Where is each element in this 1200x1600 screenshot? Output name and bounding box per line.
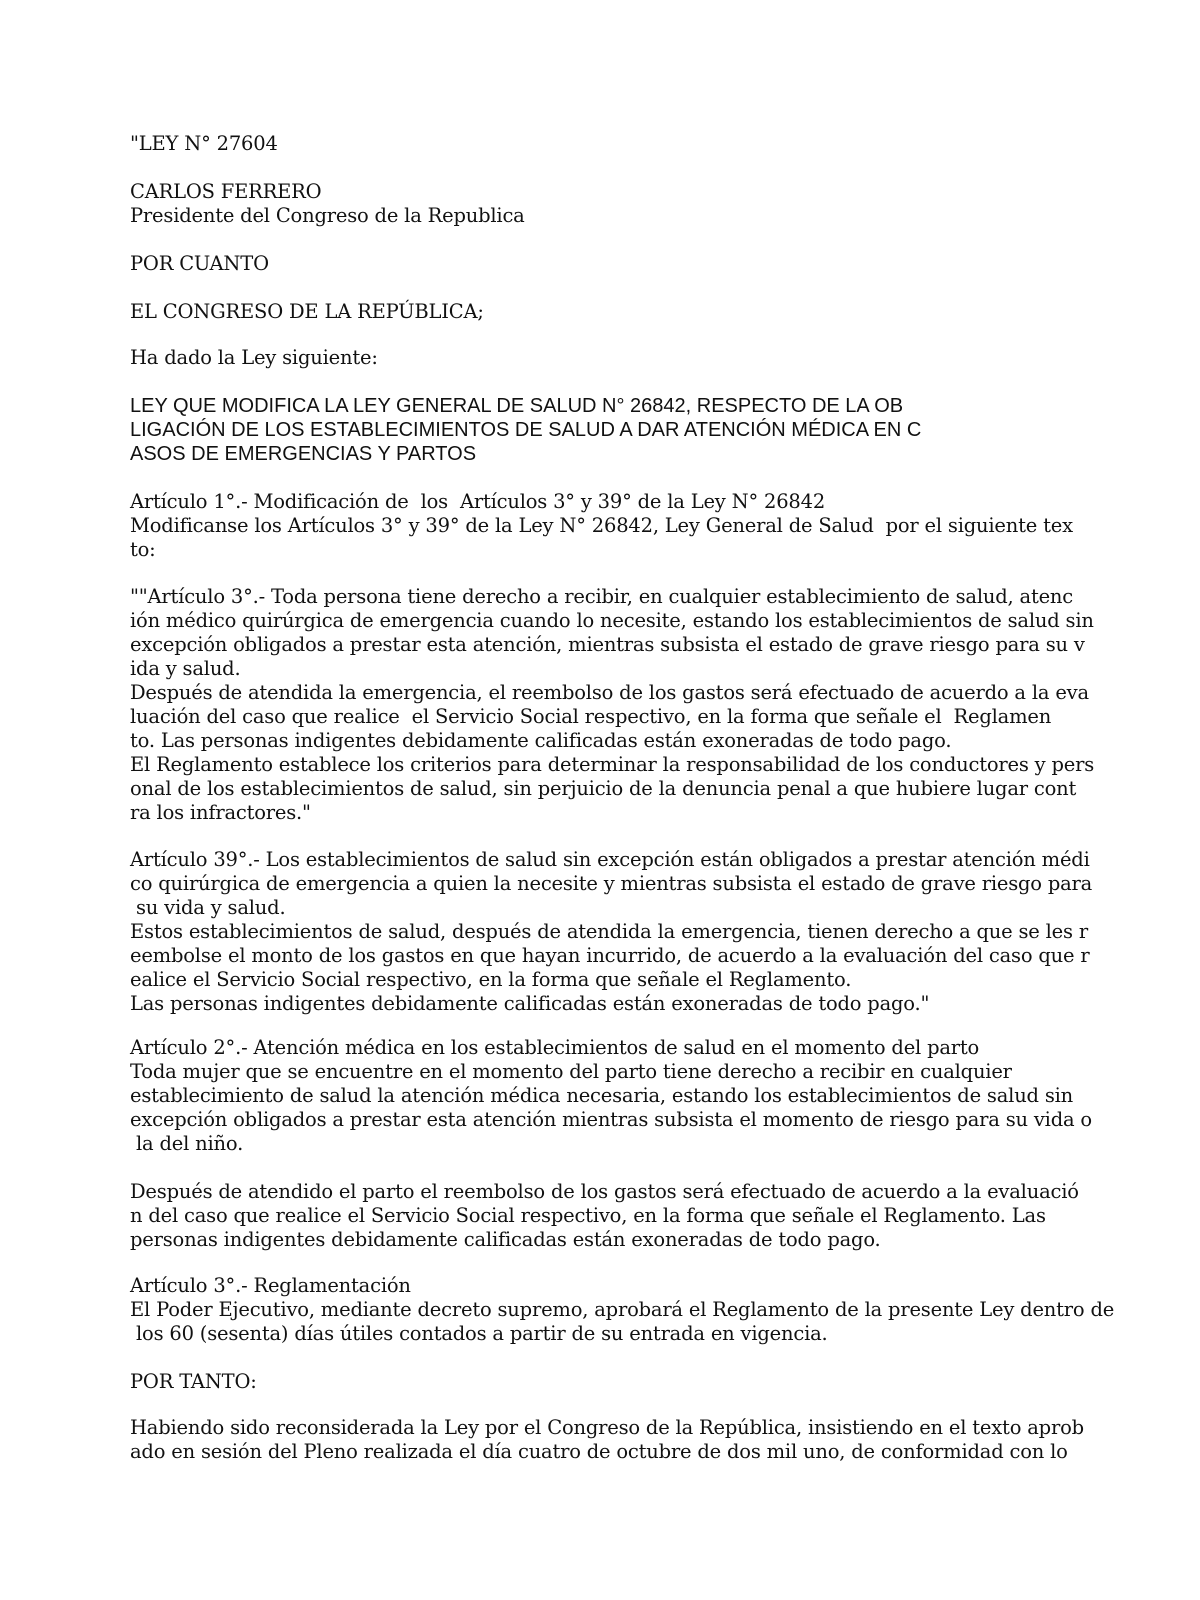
paragraph-line: ado en sesión del Pleno realizada el día cuatro de octubre de dos mil uno, de conformidad con lo [130, 1440, 1068, 1463]
paragraph-line: Toda mujer que se encuentre en el momento del parto tiene derecho a recibir en cualquier [130, 1060, 1012, 1083]
paragraph-line: personas indigentes debidamente calificadas están exoneradas de todo pago. [130, 1228, 881, 1251]
law-title-line: LEY QUE MODIFICA LA LEY GENERAL DE SALUD N° 26842, RESPECTO DE LA OB [130, 395, 904, 417]
paragraph-line: excepción obligados a prestar esta atención mientras subsista el momento de riesgo para su vida o [130, 1108, 1092, 1131]
article-heading: Artículo 3°.- Reglamentación [130, 1274, 411, 1297]
paragraph-line: Las personas indigentes debidamente calificadas están exoneradas de todo pago." [130, 992, 930, 1015]
por-cuanto-heading: POR CUANTO [130, 252, 269, 275]
law-number: "LEY N° 27604 [130, 132, 278, 155]
intro-line: Ha dado la Ley siguiente: [130, 346, 378, 369]
article-heading: Artículo 39°.- Los establecimientos de salud sin excepción están obligados a prestar atención médi [130, 848, 1090, 871]
signatory-name: CARLOS FERRERO [130, 180, 322, 203]
paragraph-line: ra los infractores." [130, 801, 311, 824]
paragraph-line: luación del caso que realice el Servicio Social respectivo, en la forma que señale el Reglamen [130, 705, 1052, 728]
paragraph-line: Después de atendido el parto el reembolso de los gastos será efectuado de acuerdo a la evaluació [130, 1180, 1079, 1203]
paragraph-line: El Reglamento establece los criterios para determinar la responsabilidad de los conductores y pers [130, 753, 1094, 776]
paragraph-line: Habiendo sido reconsiderada la Ley por el Congreso de la República, insistiendo en el texto aprob [130, 1416, 1084, 1439]
paragraph-line: eembolse el monto de los gastos en que hayan incurrido, de acuerdo a la evaluación del caso que r [130, 944, 1090, 967]
paragraph-line: ealice el Servicio Social respectivo, en la forma que señale el Reglamento. [130, 968, 852, 991]
paragraph-line: n del caso que realice el Servicio Social respectivo, en la forma que señale el Reglamento. Las [130, 1204, 1046, 1227]
article-heading: Artículo 2°.- Atención médica en los establecimientos de salud en el momento del parto [130, 1036, 980, 1059]
paragraph-line: onal de los establecimientos de salud, sin perjuicio de la denuncia penal a que hubiere lugar cont [130, 777, 1077, 800]
law-title-line: ASOS DE EMERGENCIAS Y PARTOS [130, 443, 477, 465]
paragraph-line: El Poder Ejecutivo, mediante decreto supremo, aprobará el Reglamento de la presente Ley dentro de [130, 1298, 1115, 1321]
congress-heading: EL CONGRESO DE LA REPÚBLICA; [130, 300, 484, 323]
paragraph-line: to. Las personas indigentes debidamente calificadas están exoneradas de todo pago. [130, 729, 952, 752]
law-title-line: LIGACIÓN DE LOS ESTABLECIMIENTOS DE SALUD A DAR ATENCIÓN MÉDICA EN C [130, 419, 922, 441]
paragraph-line: la del niño. [130, 1132, 244, 1155]
paragraph-line: Estos establecimientos de salud, después de atendida la emergencia, tienen derecho a que se les r [130, 920, 1088, 943]
paragraph-line: Modificanse los Artículos 3° y 39° de la Ley N° 26842, Ley General de Salud por el siguiente tex [130, 514, 1073, 537]
por-tanto-heading: POR TANTO: [130, 1370, 257, 1393]
paragraph-line: ida y salud. [130, 657, 241, 680]
paragraph-line: ""Artículo 3°.- Toda persona tiene derecho a recibir, en cualquier establecimiento de salud, atenc [130, 585, 1073, 608]
paragraph-line: ión médico quirúrgica de emergencia cuando lo necesite, estando los establecimientos de salud sin [130, 609, 1094, 632]
paragraph-line: Después de atendida la emergencia, el reembolso de los gastos será efectuado de acuerdo a la eva [130, 681, 1089, 704]
signatory-title: Presidente del Congreso de la Republica [130, 204, 525, 227]
article-heading: Artículo 1°.- Modificación de los Artículos 3° y 39° de la Ley N° 26842 [130, 490, 826, 513]
paragraph-line: establecimiento de salud la atención médica necesaria, estando los establecimientos de salud sin [130, 1084, 1074, 1107]
paragraph-line: excepción obligados a prestar esta atención, mientras subsista el estado de grave riesgo para su v [130, 633, 1085, 656]
paragraph-line: to: [130, 538, 156, 561]
paragraph-line: los 60 (sesenta) días útiles contados a partir de su entrada en vigencia. [130, 1322, 828, 1345]
paragraph-line: su vida y salud. [130, 896, 286, 919]
paragraph-line: co quirúrgica de emergencia a quien la necesite y mientras subsista el estado de grave riesgo para [130, 872, 1093, 895]
